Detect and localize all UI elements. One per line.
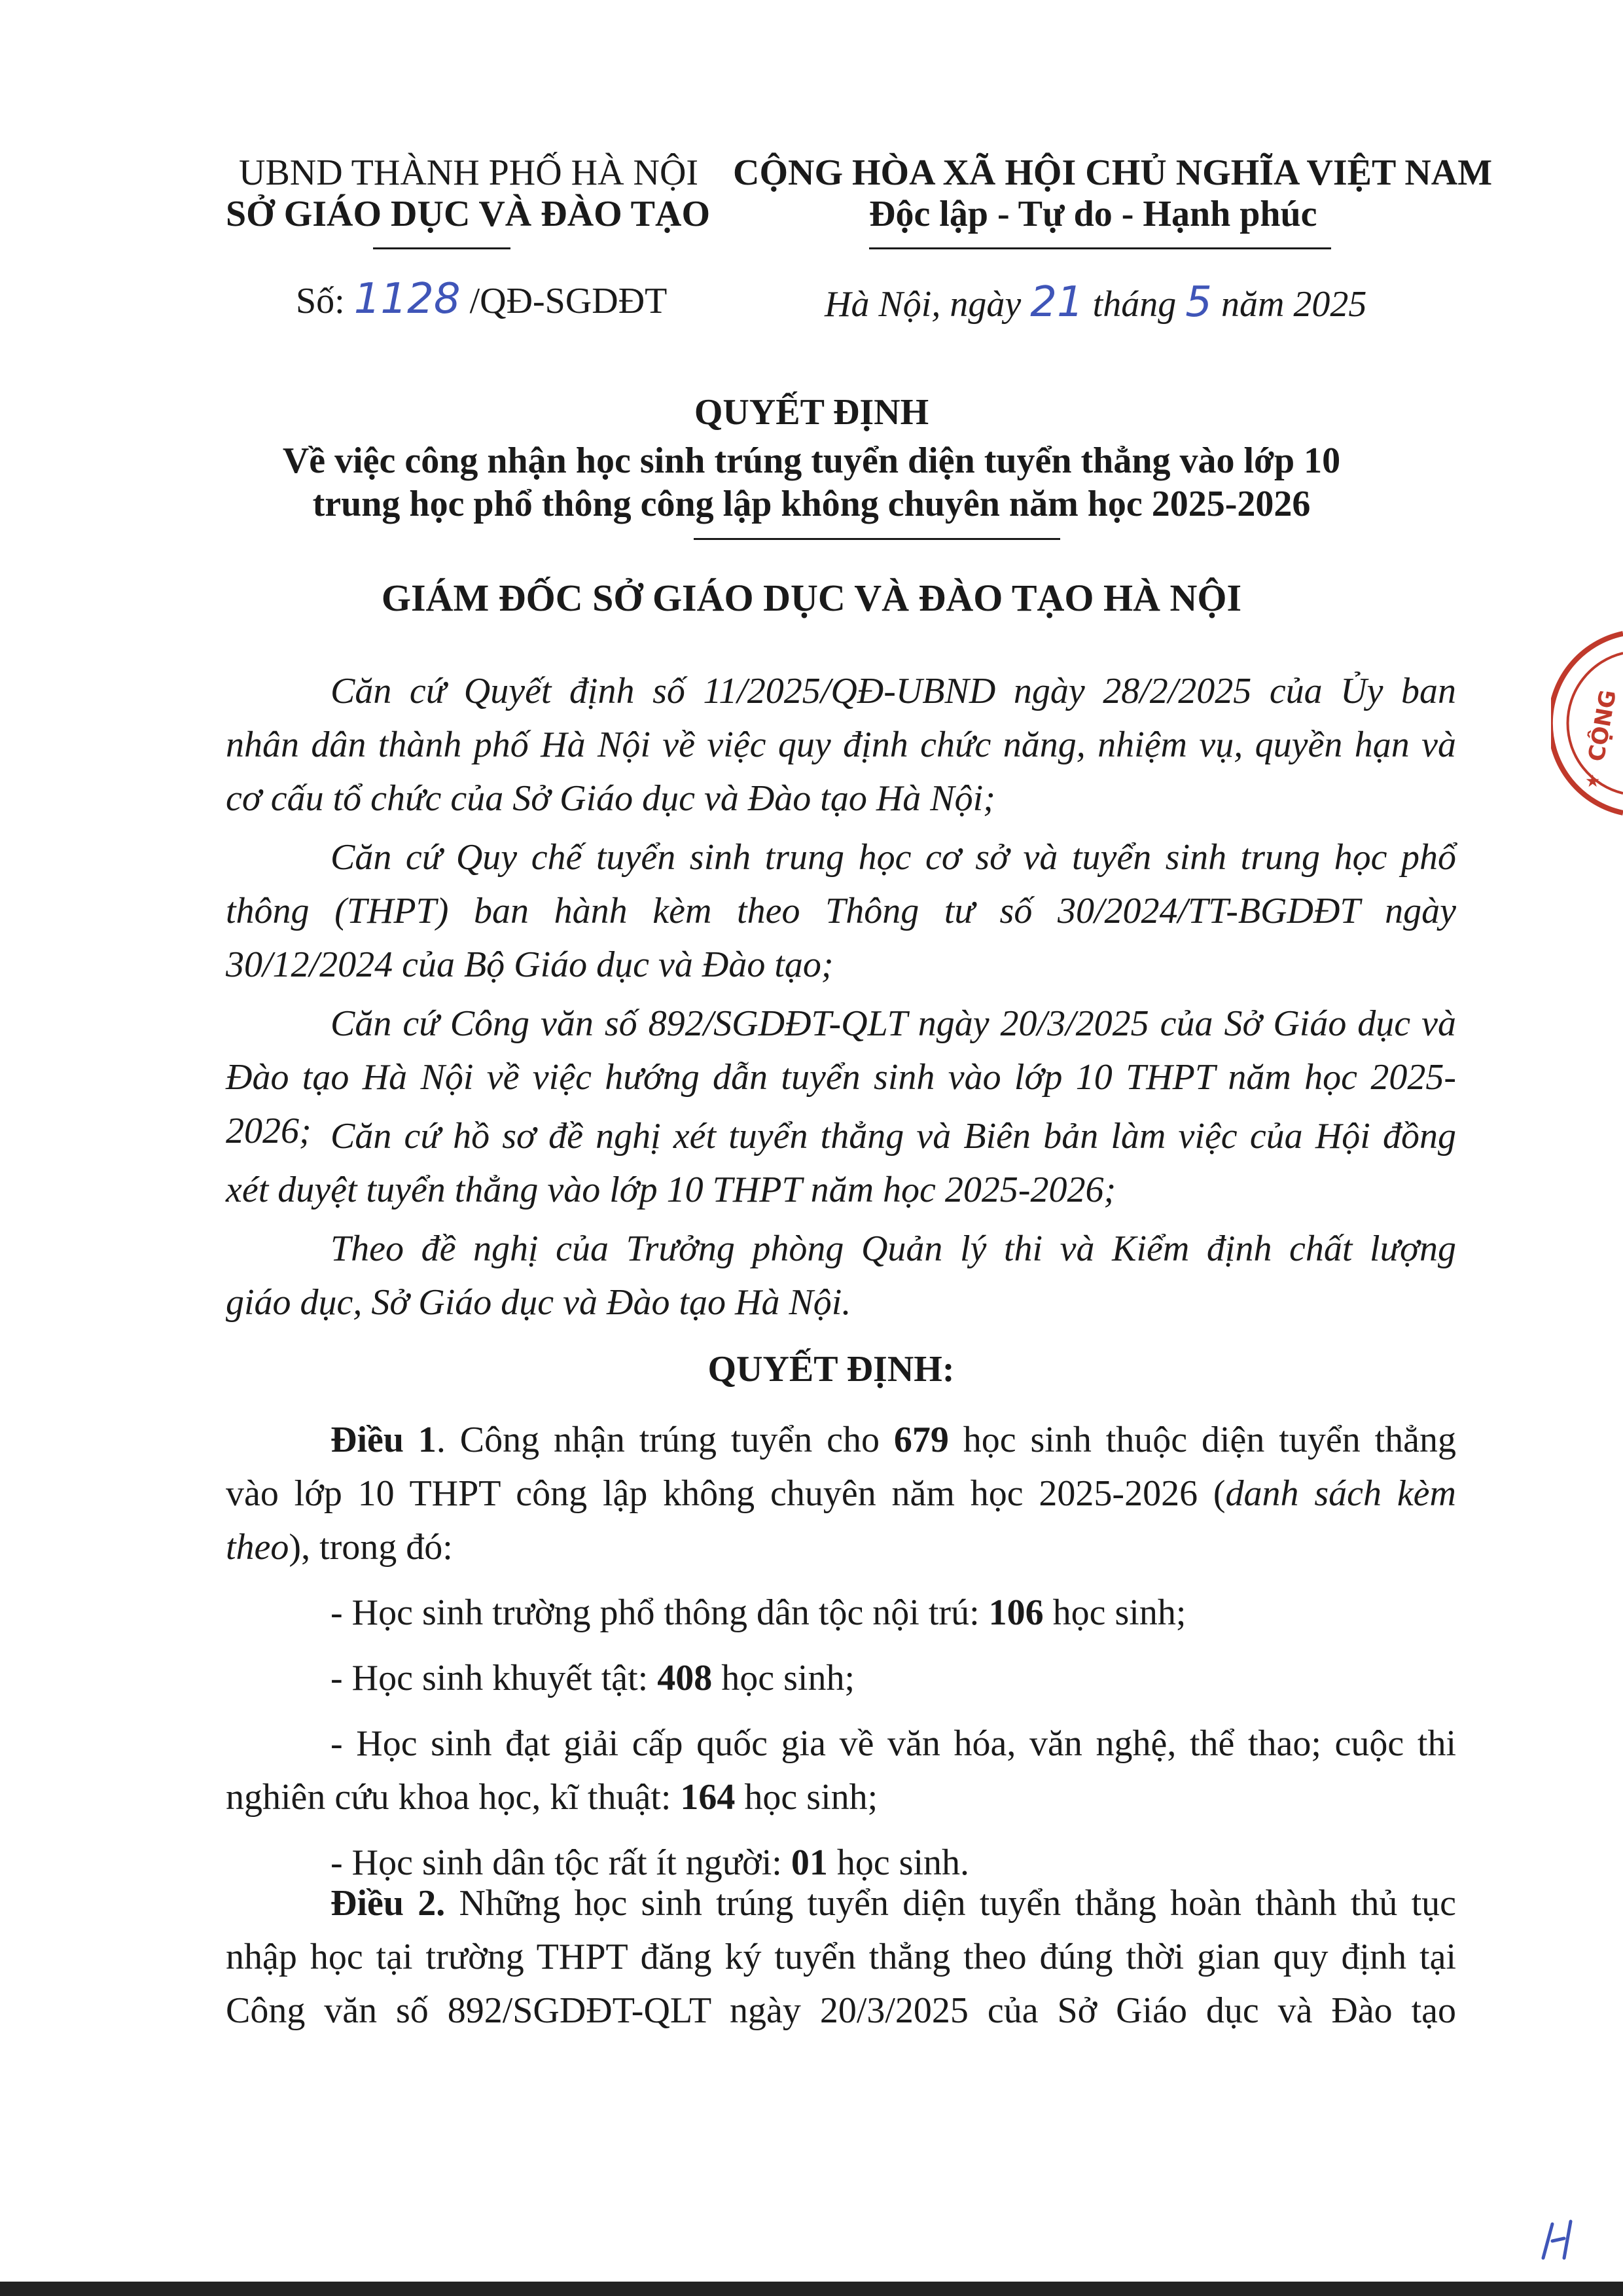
handwritten-day: 21 <box>1030 278 1084 327</box>
article-1-line-3-text: ), trong đó: <box>289 1527 453 1568</box>
national-title: CỘNG HÒA XÃ HỘI CHỦ NGHĨA VIỆT NAM <box>733 152 1493 193</box>
date-year-label: năm 2025 <box>1221 284 1367 325</box>
basis-3-line-2: Đào tạo Hà Nội về việc hướng dẫn tuyển sinh vào lớp 10 THPT năm học 2025-2026; <box>226 1057 1456 1151</box>
handwritten-number: 1128 <box>353 275 461 323</box>
basis-4-line-2: xét duyệt tuyển thẳng vào lớp 10 THPT năm học 2025-2026; <box>226 1170 1116 1210</box>
list-item-count: 01 <box>791 1842 828 1883</box>
basis-5-line-1: Theo đề nghị của Trưởng phòng Quản lý thi và Kiểm định chất lượng <box>330 1229 1456 1269</box>
decision-heading: QUYẾT ĐỊNH: <box>707 1349 955 1390</box>
article-2-line-1 <box>226 1877 1456 1931</box>
department-underline <box>373 247 510 249</box>
list-item-suffix: học sinh. <box>827 1842 970 1883</box>
basis-5-line-2: giáo dục, Sở Giáo dục và Đào tạo Hà Nội. <box>226 1282 851 1323</box>
article-1-line-3-italic: theo <box>226 1527 289 1568</box>
subject-line-2: trung học phổ thông công lập không chuyên năm học 2025-2026 <box>312 484 1311 524</box>
article-2 <box>226 1877 1456 2038</box>
article-1 <box>226 1414 1456 1890</box>
list-item-suffix: học sinh; <box>1043 1592 1186 1633</box>
list-item-count: 106 <box>988 1592 1044 1633</box>
official-seal-stamp <box>1551 628 1623 818</box>
document-type-heading: QUYẾT ĐỊNH <box>694 392 929 433</box>
list-item-national-prize-line-1: - Học sinh đạt giải cấp quốc gia về văn hóa, văn nghệ, thể thao; cuộc thi <box>330 1723 1456 1764</box>
article-2-label: Điều 2. <box>330 1883 446 1924</box>
basis-1-line-2: nhân dân thành phố Hà Nội về việc quy định chức năng, nhiệm vụ, quyền hạn và <box>226 725 1456 765</box>
article-1-line-2-italic: danh sách kèm <box>1225 1473 1456 1514</box>
article-1-line-1 <box>226 1414 1456 1467</box>
motto-underline <box>869 247 1331 249</box>
basis-2-line-2: thông (THPT) ban hành kèm theo Thông tư số 30/2024/TT-BGDĐT ngày <box>226 891 1456 931</box>
subject-line-1: Về việc công nhận học sinh trúng tuyển diện tuyển thẳng vào lớp 10 <box>282 440 1341 481</box>
subject-underline <box>694 538 1060 540</box>
document-date <box>825 278 1366 327</box>
list-item-suffix: học sinh; <box>712 1658 855 1698</box>
basis-3-line-1: Căn cứ Công văn số 892/SGDĐT-QLT ngày 20/3/2025 của Sở Giáo dục và <box>330 1003 1456 1044</box>
number-prefix: Số: <box>296 281 345 321</box>
list-item-text: - Học sinh trường phổ thông dân tộc nội trú: <box>330 1592 989 1633</box>
article-1-total: 679 <box>893 1420 949 1460</box>
scan-edge-bar <box>0 2282 1623 2296</box>
number-suffix: /QĐ-SGDĐT <box>469 281 668 321</box>
article-1-line-3 <box>226 1521 1456 1575</box>
document-number <box>296 275 667 323</box>
list-item-text: - Học sinh dân tộc rất ít người: <box>330 1842 791 1883</box>
stamp-star-icon: ★ <box>1585 772 1601 791</box>
list-item-boarding <box>226 1587 1456 1640</box>
legal-bases <box>226 664 1456 1329</box>
basis-1-line-3: cơ cấu tổ chức của Sở Giáo dục và Đào tạo Hà Nội; <box>226 778 995 819</box>
basis-2-line-1: Căn cứ Quy chế tuyển sinh trung học cơ sở và tuyển sinh trung học phổ <box>330 837 1456 878</box>
list-item-disabled <box>226 1652 1456 1706</box>
department-name: SỞ GIÁO DỤC VÀ ĐÀO TẠO <box>226 194 711 234</box>
date-month-label: tháng <box>1092 284 1177 325</box>
list-item-count: 164 <box>680 1777 736 1818</box>
list-item-text: - Học sinh khuyết tật: <box>330 1658 658 1698</box>
date-prefix: Hà Nội, ngày <box>825 284 1022 325</box>
article-1-line-2-text: vào lớp 10 THPT công lập không chuyên năm học 2025-2026 ( <box>226 1473 1226 1514</box>
list-item-suffix: học sinh; <box>735 1777 878 1818</box>
stamp-text: CỘNG <box>1583 688 1622 764</box>
article-1-text-b: học sinh thuộc diện tuyển thẳng <box>948 1420 1457 1460</box>
basis-1-line-1: Căn cứ Quyết định số 11/2025/QĐ-UBND ngày 28/2/2025 của Ủy ban <box>330 671 1456 711</box>
list-item-text: nghiên cứu khoa học, kĩ thuật: <box>226 1777 681 1818</box>
handwritten-month: 5 <box>1185 278 1212 327</box>
article-1-line-2 <box>226 1467 1456 1521</box>
article-2-line-1-text: Những học sinh trúng tuyển diện tuyển thẳng hoàn thành thủ tục <box>445 1883 1457 1924</box>
article-1-label: Điều 1 <box>330 1420 437 1460</box>
article-2-line-2: nhập học tại trường THPT đăng ký tuyển thẳng theo đúng thời gian quy định tại <box>226 1937 1456 1977</box>
handwritten-initials <box>1538 2212 1577 2265</box>
agency-name: UBND THÀNH PHỐ HÀ NỘI <box>239 152 699 193</box>
list-item-count: 408 <box>657 1658 713 1698</box>
basis-2-line-3: 30/12/2024 của Bộ Giáo dục và Đào tạo; <box>226 944 834 985</box>
basis-4-line-1: Căn cứ hồ sơ đề nghị xét tuyển thẳng và Biên bản làm việc của Hội đồng <box>330 1116 1456 1157</box>
article-2-line-3: Công văn số 892/SGDĐT-QLT ngày 20/3/2025 của Sở Giáo dục và Đào tạo <box>226 1990 1456 2031</box>
list-item-national-prize-line-2 <box>226 1771 1456 1825</box>
article-1-text-a: . Công nhận trúng tuyển cho <box>436 1420 894 1460</box>
national-motto: Độc lập - Tự do - Hạnh phúc <box>869 194 1317 234</box>
issuing-authority: GIÁM ĐỐC SỞ GIÁO DỤC VÀ ĐÀO TẠO HÀ NỘI <box>381 577 1242 619</box>
